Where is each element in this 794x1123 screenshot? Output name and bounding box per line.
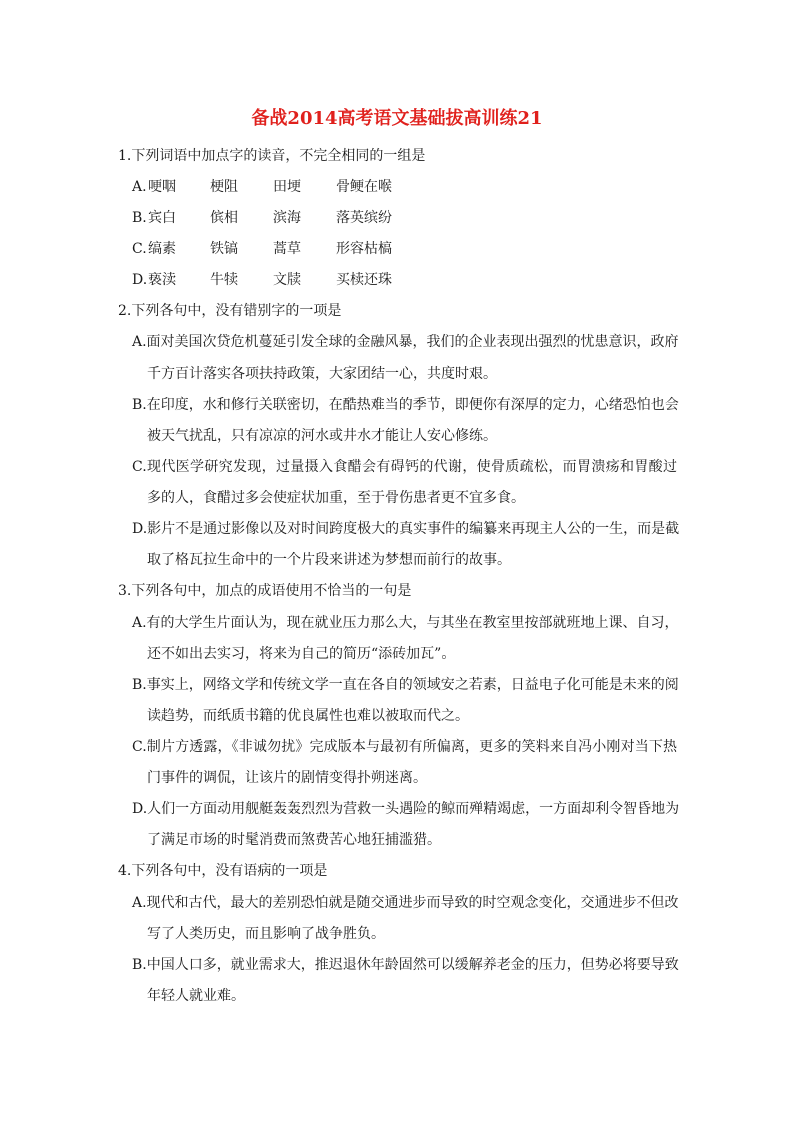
question-3-option-d-cont: 了满足市场的时髦消费而煞费苦心地狂捕滥猎。	[147, 832, 441, 848]
option-word: 傧相	[210, 210, 238, 226]
option-word: 落英缤纷	[336, 210, 392, 226]
question-2-option-b: B.在印度，水和修行关联密切，在酷热难当的季节，即便你有深厚的定力，心绪恐怕也会	[132, 397, 679, 413]
question-3-option-a-cont: 还不如出去实习，将来为自己的简历“添砖加瓦”。	[147, 646, 456, 662]
option-word: 形容枯槁	[336, 241, 392, 257]
option-word: 梗阻	[210, 179, 238, 195]
option-word: 滨海	[273, 210, 301, 226]
question-2-option-d: D.影片不是通过影像以及对时间跨度极大的真实事件的编纂来再现主人公的一生，而是截	[132, 521, 680, 537]
option-word: 牛犊	[210, 272, 238, 288]
option-label: B.	[132, 210, 147, 226]
option-word: 宾白	[148, 210, 176, 226]
option-word: 文牍	[273, 272, 301, 288]
option-word: 哽咽	[148, 179, 176, 195]
question-2-option-a: A.面对美国次贷危机蔓延引发全球的金融风暴，我们的企业表现出强烈的忧患意识，政府	[132, 334, 679, 350]
option-word: 铁镐	[210, 241, 238, 257]
question-2-option-c: C.现代医学研究发现，过量摄入食醋会有碍钙的代谢，使骨质疏松，而胃溃疡和胃酸过	[132, 459, 677, 475]
option-word: 田埂	[273, 179, 301, 195]
option-label: D.	[132, 272, 148, 288]
question-3-option-a: A.有的大学生片面认为，现在就业压力那么大，与其坐在教室里按部就班地上课、自习，	[132, 615, 679, 631]
question-2-option-b-cont: 被天气扰乱，只有凉凉的河水或井水才能让人安心修练。	[147, 428, 497, 444]
question-2-option-a-cont: 千方百计落实各项扶持政策，大家团结一心，共度时艰。	[147, 366, 497, 382]
option-word: 骨鲠在喉	[336, 179, 392, 195]
question-2-stem: 2.下列各句中，没有错别字的一项是	[118, 303, 342, 319]
option-label: A.	[132, 179, 147, 195]
question-3-option-d: D.人们一方面动用舰艇轰轰烈烈为营救一头遇险的鲸而殚精竭虑，一方面却利令智昏地为	[132, 801, 680, 817]
question-4-option-b: B.中国人口多，就业需求大，推迟退休年龄固然可以缓解养老金的压力，但势必将要导致	[132, 957, 679, 973]
page-title: 备战2014高考语文基础拔高训练21	[251, 108, 543, 129]
option-label: C.	[132, 241, 147, 257]
question-4-option-b-cont: 年轻人就业难。	[147, 988, 245, 1004]
question-1-stem: 1.下列词语中加点字的读音，不完全相同的一组是	[118, 148, 426, 164]
question-4-option-a: A.现代和古代，最大的差别恐怕就是随交通进步而导致的时空观念变化，交通进步不但改	[132, 895, 679, 911]
question-3-stem: 3.下列各句中，加点的成语使用不恰当的一句是	[118, 583, 412, 599]
option-word: 买椟还珠	[336, 272, 392, 288]
question-3-option-b: B.事实上，网络文学和传统文学一直在各自的领域安之若素，日益电子化可能是未来的阅	[132, 677, 679, 693]
option-word: 缟素	[148, 241, 176, 257]
question-2-option-d-cont: 取了格瓦拉生命中的一个片段来讲述为梦想而前行的故事。	[147, 552, 511, 568]
question-2-option-c-cont: 多的人，食醋过多会使症状加重，至于骨伤患者更不宜多食。	[147, 490, 525, 506]
option-word: 亵渎	[148, 272, 176, 288]
question-3-option-c-cont: 门事件的调侃，让该片的剧情变得扑朔迷离。	[147, 770, 427, 786]
question-4-option-a-cont: 写了人类历史，而且影响了战争胜负。	[147, 926, 385, 942]
question-3-option-b-cont: 读趋势，而纸质书籍的优良属性也难以被取而代之。	[147, 708, 469, 724]
question-3-option-c: C.制片方透露，《非诚勿扰》完成版本与最初有所偏离，更多的笑料来自冯小刚对当下热	[132, 739, 677, 755]
option-word: 蒿草	[273, 241, 301, 257]
question-4-stem: 4.下列各句中，没有语病的一项是	[118, 863, 328, 879]
